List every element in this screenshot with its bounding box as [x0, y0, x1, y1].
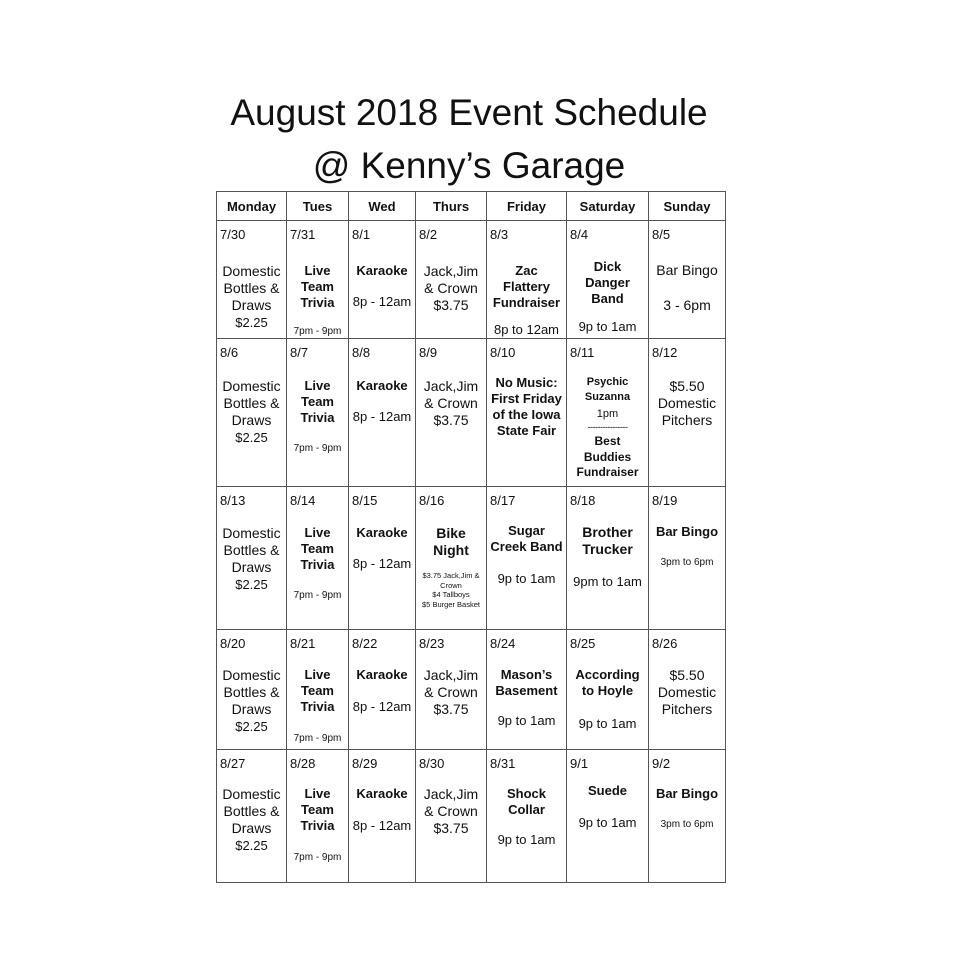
- event-line: $3.75: [433, 700, 469, 717]
- title-line-2: @ Kenny’s Garage: [312, 145, 626, 186]
- event-line: $5.50: [669, 666, 705, 683]
- event-line: & Crown: [424, 683, 478, 700]
- day-cell: [287, 339, 349, 487]
- day-cell: [567, 487, 649, 629]
- day-cell: [487, 629, 567, 749]
- event-line: Fundraiser: [576, 465, 639, 480]
- event-time: 8p - 12am: [352, 556, 412, 572]
- day-date: 8/12: [652, 345, 678, 361]
- event-line: $3.75: [433, 819, 469, 836]
- event-detail: $5 Burger Basket: [422, 599, 480, 609]
- day-date: 9/1: [570, 755, 589, 771]
- event-detail: Crown: [440, 580, 462, 590]
- day-cell: [217, 221, 287, 339]
- day-date: 8/30: [419, 755, 445, 771]
- day-date: 8/23: [419, 635, 445, 651]
- event-line: Domestic: [222, 378, 281, 395]
- event-line: Live: [304, 378, 331, 394]
- event-time: 3pm to 6pm: [660, 557, 714, 569]
- day-cell: [487, 487, 567, 629]
- event-line: Sugar: [508, 523, 545, 539]
- day-date: 8/3: [490, 227, 509, 242]
- event-line: Live: [304, 666, 331, 682]
- day-cell: [349, 487, 416, 629]
- event-time: 8p - 12am: [352, 294, 412, 309]
- event-price: $2.25: [235, 430, 268, 446]
- event-title: Karaoke: [356, 666, 408, 682]
- event-line: & Crown: [424, 280, 478, 296]
- event-time: 9p to 1am: [497, 712, 556, 728]
- event-time: 7pm - 9pm: [293, 732, 342, 744]
- title-line-1: August 2018 Event Schedule: [230, 92, 708, 133]
- separator-line: ----------------: [587, 422, 628, 433]
- day-date: 8/10: [490, 345, 516, 361]
- day-cell: [649, 487, 726, 629]
- day-date: 8/11: [570, 345, 595, 361]
- day-date: 8/24: [490, 635, 516, 651]
- event-line: Team: [301, 801, 334, 817]
- day-cell: [649, 749, 726, 882]
- event-line: Live: [304, 785, 331, 801]
- event-line: Night: [433, 542, 469, 559]
- day-cell: [567, 749, 649, 882]
- day-date: 8/13: [220, 493, 246, 509]
- event-line: Trivia: [300, 410, 335, 426]
- event-line: Pitchers: [661, 412, 713, 429]
- day-cell: [217, 339, 287, 487]
- event-time: 7pm - 9pm: [293, 851, 342, 863]
- day-cell: [287, 221, 349, 339]
- event-line: First Friday: [491, 391, 562, 407]
- event-line: Domestic: [222, 525, 281, 542]
- event-title: Suede: [587, 782, 627, 798]
- event-time: 8p to 12am: [493, 322, 560, 337]
- event-line: Creek Band: [490, 539, 563, 555]
- event-time: 9p to 1am: [578, 319, 637, 334]
- week-row: [217, 221, 726, 339]
- event-time: 9p to 1am: [497, 831, 556, 847]
- day-cell: [487, 339, 567, 487]
- day-date: 8/25: [570, 635, 596, 651]
- day-cell: [567, 339, 649, 487]
- event-time: 7pm - 9pm: [293, 326, 342, 337]
- day-date: 8/8: [352, 345, 371, 361]
- event-line: Team: [301, 394, 334, 410]
- day-date: 8/22: [352, 635, 378, 651]
- event-title: Karaoke: [356, 525, 408, 541]
- event-line: Domestic: [657, 395, 717, 412]
- day-cell: [349, 221, 416, 339]
- day-date: 8/19: [652, 493, 678, 509]
- day-cell: [567, 629, 649, 749]
- event-line: & Crown: [424, 395, 478, 412]
- header-saturday: Saturday: [567, 192, 649, 221]
- event-line: Danger: [585, 275, 630, 290]
- event-line: According: [575, 666, 640, 682]
- event-price: $2.25: [235, 718, 268, 734]
- header-sunday: Sunday: [649, 192, 726, 221]
- day-date: 7/31: [290, 227, 316, 242]
- event-title: Karaoke: [356, 378, 408, 394]
- event-time: 9pm to 1am: [573, 574, 642, 590]
- event-line: Basement: [495, 682, 558, 698]
- event-line: Bottles &: [223, 542, 280, 559]
- event-line: Fundraiser: [492, 295, 561, 310]
- event-line: Domestic: [222, 785, 281, 802]
- event-line: to Hoyle: [581, 682, 634, 698]
- day-date: 8/31: [490, 755, 516, 771]
- event-line: Draws: [231, 412, 272, 429]
- day-cell: [217, 629, 287, 749]
- week-row: [217, 749, 726, 882]
- day-cell: [217, 487, 287, 629]
- day-date: 8/14: [290, 493, 316, 509]
- day-date: 8/21: [290, 635, 316, 651]
- event-price: $2.25: [235, 315, 268, 330]
- event-line: Bottles &: [223, 395, 280, 412]
- event-time: 3 - 6pm: [663, 297, 711, 313]
- event-line: Team: [301, 279, 334, 294]
- event-line: No Music:: [495, 375, 558, 391]
- day-date: 8/7: [290, 345, 309, 361]
- event-line: $3.75: [433, 412, 469, 429]
- day-date: 8/20: [220, 635, 246, 651]
- event-line: Domestic: [222, 666, 281, 683]
- event-line: Draws: [231, 559, 272, 576]
- event-line: Jack,Jim: [423, 785, 479, 802]
- day-date: 8/5: [652, 227, 671, 242]
- day-cell: [349, 749, 416, 882]
- day-cell: [416, 339, 487, 487]
- day-date: 8/17: [490, 493, 516, 509]
- event-line: Brother: [582, 524, 633, 541]
- event-line: Jack,Jim: [423, 263, 479, 279]
- event-line: Flattery: [503, 279, 550, 294]
- day-date: 7/30: [220, 227, 246, 242]
- event-line: Band: [591, 291, 624, 306]
- event-line: Psychic: [586, 376, 629, 389]
- day-date: 8/4: [570, 227, 589, 242]
- day-date: 8/2: [419, 227, 438, 242]
- week-row: [217, 629, 726, 749]
- event-line: Trivia: [300, 698, 335, 714]
- event-title: Bar Bingo: [656, 262, 718, 278]
- event-line: Draws: [231, 297, 272, 313]
- weekday-header-row: [217, 192, 726, 221]
- event-line: Trivia: [300, 557, 335, 573]
- day-cell: [649, 629, 726, 749]
- day-cell: [487, 221, 567, 339]
- day-cell: [416, 749, 487, 882]
- event-line: Collar: [508, 801, 545, 817]
- event-line: State Fair: [496, 423, 557, 439]
- day-cell: [487, 749, 567, 882]
- event-line: Zac: [515, 263, 538, 278]
- event-detail: $4 Tallboys: [432, 590, 470, 600]
- event-line: & Crown: [424, 802, 478, 819]
- event-line: Suzanna: [584, 391, 631, 404]
- day-cell: [567, 221, 649, 339]
- day-cell: [349, 339, 416, 487]
- event-line: Mason’s: [500, 666, 553, 682]
- day-date: 8/29: [352, 755, 378, 771]
- week-row: [217, 339, 726, 487]
- day-cell: [287, 629, 349, 749]
- event-line: Best: [594, 434, 621, 449]
- header-tuesday: Tues: [287, 192, 349, 221]
- event-calendar: [216, 191, 726, 883]
- event-line: Bottles &: [223, 280, 280, 296]
- event-line: Jack,Jim: [423, 378, 479, 395]
- day-date: 9/2: [652, 755, 671, 771]
- event-time: 9p to 1am: [578, 715, 637, 731]
- event-line: Buddies: [583, 449, 632, 464]
- day-date: 8/1: [352, 227, 371, 242]
- page-title: [0, 86, 938, 192]
- event-line: Trucker: [582, 541, 633, 558]
- day-cell: [287, 487, 349, 629]
- day-cell: [217, 749, 287, 882]
- event-line: $5.50: [669, 378, 705, 395]
- event-detail: $3.75 Jack,Jim &: [422, 571, 480, 581]
- event-line: Trivia: [300, 295, 335, 310]
- event-line: Domestic: [222, 263, 281, 279]
- event-line: Shock: [506, 785, 546, 801]
- day-date: 8/6: [220, 345, 239, 361]
- event-line: Bike: [436, 525, 466, 542]
- day-date: 8/9: [419, 345, 438, 361]
- day-cell: [416, 221, 487, 339]
- day-cell: [416, 629, 487, 749]
- event-title: Karaoke: [356, 785, 408, 801]
- header-monday: Monday: [217, 192, 287, 221]
- header-friday: Friday: [487, 192, 567, 221]
- event-line: Trivia: [300, 817, 335, 833]
- event-time: 8p - 12am: [352, 698, 412, 714]
- day-date: 8/16: [419, 493, 445, 509]
- event-time: 1pm: [596, 408, 619, 421]
- day-cell: [287, 749, 349, 882]
- event-line: Live: [304, 525, 331, 541]
- event-line: Team: [301, 682, 334, 698]
- event-title: Bar Bingo: [655, 524, 719, 540]
- event-time: 9p to 1am: [578, 814, 637, 830]
- event-line: Dick: [593, 259, 622, 274]
- day-date: 8/18: [570, 493, 596, 509]
- event-time: 8p - 12am: [352, 817, 412, 833]
- header-wednesday: Wed: [349, 192, 416, 221]
- event-line: Bottles &: [223, 802, 280, 819]
- event-time: 7pm - 9pm: [293, 443, 342, 455]
- event-price: $2.25: [235, 837, 268, 853]
- day-date: 8/28: [290, 755, 316, 771]
- event-price: $2.25: [235, 577, 268, 593]
- event-line: Team: [301, 541, 334, 557]
- event-time: 3pm to 6pm: [660, 818, 714, 830]
- event-time: 9p to 1am: [497, 571, 556, 587]
- event-line: Domestic: [657, 683, 717, 700]
- event-line: Draws: [231, 700, 272, 717]
- event-line: Pitchers: [661, 700, 713, 717]
- event-time: 8p - 12am: [352, 409, 412, 425]
- event-line: of the Iowa: [492, 407, 561, 423]
- day-cell: [649, 339, 726, 487]
- event-title: Bar Bingo: [655, 785, 719, 801]
- day-cell: [416, 487, 487, 629]
- day-date: 8/15: [352, 493, 378, 509]
- event-line: Draws: [231, 819, 272, 836]
- day-date: 8/27: [220, 755, 246, 771]
- event-line: $3.75: [433, 297, 469, 313]
- event-title: Karaoke: [356, 263, 408, 278]
- event-time: 7pm - 9pm: [293, 590, 342, 602]
- day-date: 8/26: [652, 635, 678, 651]
- header-thursday: Thurs: [416, 192, 487, 221]
- day-cell: [649, 221, 726, 339]
- event-line: Live: [304, 263, 331, 278]
- event-line: Bottles &: [223, 683, 280, 700]
- event-line: Jack,Jim: [423, 666, 479, 683]
- day-cell: [349, 629, 416, 749]
- week-row: [217, 487, 726, 629]
